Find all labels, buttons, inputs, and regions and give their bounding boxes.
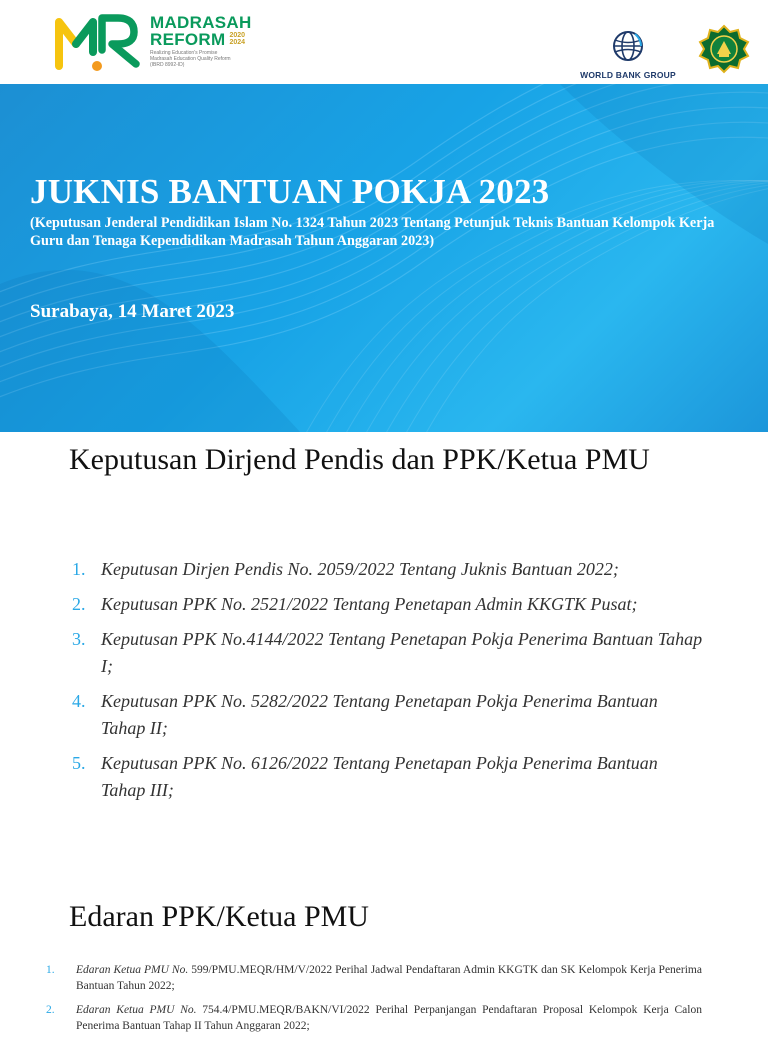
list-item-number: 1. bbox=[72, 559, 86, 579]
banner-subtitle: (Keputusan Jenderal Pendidikan Islam No. 1324 Tahun 2023 Tentang Petunjuk Teknis Bantuan Kelompok Kerja Guru dan Tenaga Kependidikan Madrasah Tahun Anggaran 2023) bbox=[30, 215, 715, 249]
world-bank-globe-icon bbox=[611, 29, 645, 63]
list-item bbox=[46, 1002, 702, 1034]
section-1-title: Keputusan Dirjend Pendis dan PPK/Ketua PMU bbox=[69, 443, 650, 476]
list-item-text: Keputusan Dirjen Pendis No. 2059/2022 Tentang Juknis Bantuan 2022; bbox=[101, 559, 619, 579]
list-item bbox=[46, 962, 702, 994]
section-2-title: Edaran PPK/Ketua PMU bbox=[69, 900, 369, 933]
banner-place-date: Surabaya, 14 Maret 2023 bbox=[30, 301, 235, 322]
list-item-number: 2. bbox=[72, 594, 86, 614]
logo-years bbox=[229, 32, 245, 46]
list-item bbox=[66, 750, 706, 804]
list-item-lead: Edaran Ketua PMU No. bbox=[76, 1004, 197, 1016]
kemenag-emblem-icon bbox=[698, 24, 750, 74]
title-banner bbox=[0, 84, 768, 432]
list-item bbox=[66, 688, 706, 742]
list-item-number: 3. bbox=[72, 629, 86, 649]
list-item-number: 5. bbox=[72, 753, 86, 773]
list-item-text: Keputusan PPK No. 5282/2022 Tentang Penetapan Pokja Penerima Bantuan Tahap II; bbox=[101, 691, 658, 738]
list-item-number: 4. bbox=[72, 691, 86, 711]
logo-tagline-2: Madrasah Education Quality Reform bbox=[150, 56, 231, 62]
world-bank-logo bbox=[580, 29, 676, 80]
list-item-text: Keputusan PPK No. 2521/2022 Tentang Penetapan Admin KKGTK Pusat; bbox=[101, 594, 638, 614]
logo-name-2: REFORM bbox=[150, 30, 226, 49]
madrasah-reform-logo bbox=[54, 12, 254, 74]
world-bank-text: WORLD BANK GROUP bbox=[580, 70, 676, 80]
list-item bbox=[66, 591, 706, 618]
logo-year-2: 2024 bbox=[229, 39, 246, 46]
logo-tagline-1: Realizing Education's Promise bbox=[150, 50, 218, 56]
logo-year-1: 2020 bbox=[229, 32, 246, 39]
madrasah-reform-wordmark bbox=[150, 14, 270, 68]
list-item-text: Keputusan PPK No.4144/2022 Tentang Penetapan Pokja Penerima Bantuan Tahap I; bbox=[101, 629, 703, 676]
list-item-number: 1. bbox=[46, 964, 55, 976]
madrasah-reform-logo-icon bbox=[54, 12, 146, 74]
list-item-lead: Edaran Ketua PMU No. bbox=[76, 964, 189, 976]
list-item-text: Keputusan PPK No. 6126/2022 Tentang Penetapan Pokja Penerima Bantuan Tahap III; bbox=[101, 753, 658, 800]
list-item-number: 2. bbox=[46, 1004, 55, 1016]
list-item bbox=[66, 626, 706, 680]
banner-title: JUKNIS BANTUAN POKJA 2023 bbox=[30, 172, 550, 211]
list-item-text: 754.4/PMU.MEQR/BAKN/VI/2022 Perihal Perpanjangan Pendaftaran Proposal Kelompok Kerja Calon Penerima Bantuan Tahap II Tahun Anggaran 2022; bbox=[76, 1004, 702, 1032]
list-item bbox=[66, 556, 706, 583]
section-2-list bbox=[46, 962, 702, 1042]
banner-wave-pattern bbox=[0, 84, 768, 432]
list-item-text: 599/PMU.MEQR/HM/V/2022 Perihal Jadwal Pendaftaran Admin KKGTK dan SK Kelompok Kerja Penerima Bantuan Tahun 2022; bbox=[76, 964, 702, 992]
logo-name-1: MADRASAH bbox=[150, 13, 252, 32]
logo-tagline-3: (IBRD 8992-ID) bbox=[150, 62, 185, 68]
header bbox=[0, 0, 768, 84]
section-1-list bbox=[66, 556, 706, 812]
